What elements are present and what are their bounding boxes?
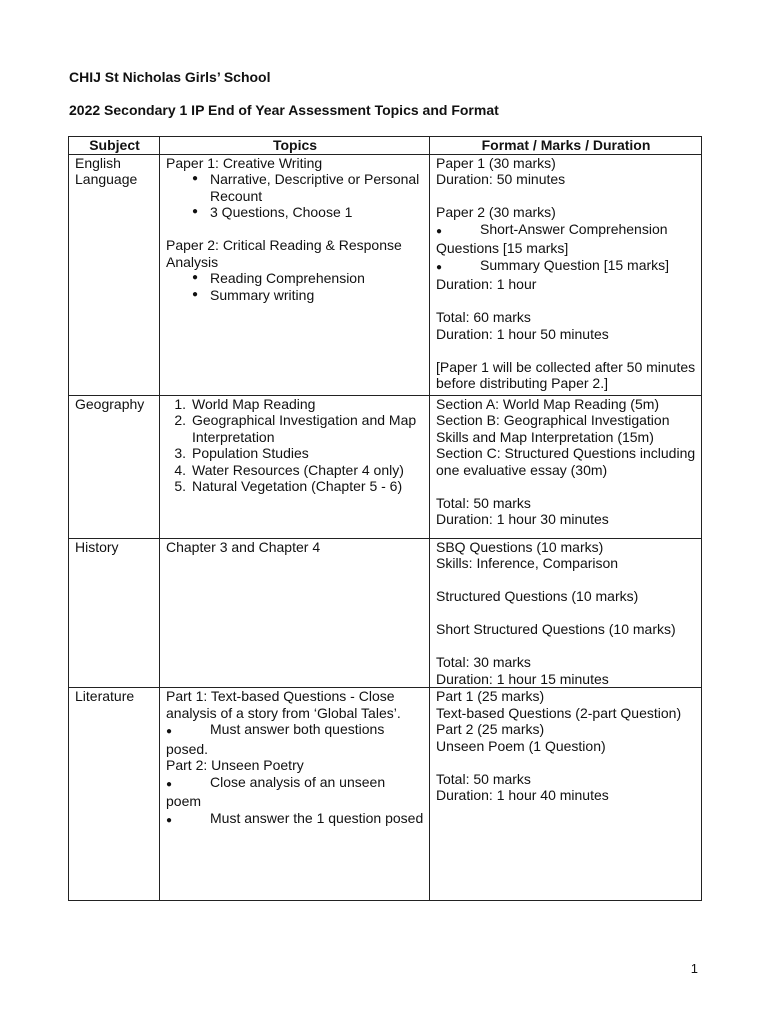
paper1-heading: Paper 1: Creative Writing [166,154,323,171]
format-part2-detail: Unseen Poem (1 Question) [436,737,606,754]
literature-bullet1-text: Must answer both questions [210,721,385,737]
format-skills: Skills: Inference, Comparison [436,555,619,571]
topics-cell [160,395,430,538]
format-paper2-bullet1-text: Short-Answer Comprehension Questions [15 marks] [436,220,668,256]
format-total: Total: 50 marks [436,770,531,787]
format-duration: Duration: 1 hour 30 minutes [436,511,609,527]
table-row-history [69,538,702,688]
format-cell [430,395,702,538]
list-item-text: Natural Vegetation (Chapter 5 - 6) [192,478,403,494]
format-total-duration: Duration: 1 hour 50 minutes [436,325,609,342]
list-item-number: 5. [174,478,186,494]
format-section-c-line1: Section C: Structured Questions including [436,445,696,461]
subject-cell [69,395,160,538]
format-duration: Duration: 1 hour 15 minutes [436,670,609,687]
subject-geography: Geography [75,395,145,412]
subject-literature: Literature [75,688,135,704]
list-item-text: World Map Reading [192,395,316,412]
format-cell [430,538,702,688]
list-item [174,445,424,462]
format-cell [430,688,702,901]
list-item [174,478,424,495]
format-short-structured: Short Structured Questions (10 marks) [436,621,676,637]
school-name: CHIJ St Nicholas Girls’ School [69,69,271,85]
subject-english-line2: Language [75,171,138,187]
format-paper2: Paper 2 (30 marks) [436,204,556,220]
list-item [174,395,424,413]
format-cell [430,154,702,395]
format-section-b-line1: Section B: Geographical Investigation [436,412,670,428]
literature-bullet3: ● Must answer the 1 question posed [166,809,424,826]
paper1-bullets [166,171,424,221]
format-total: Total: 60 marks [436,309,531,325]
header-subject: Subject [69,137,160,155]
list-item-number: 1. [174,395,186,412]
literature-bullet1-line2: posed. [166,740,209,757]
subject-cell [69,154,160,395]
format-section-b-line2: Skills and Map Interpretation (15m) [436,428,654,445]
header-row [69,137,702,155]
header-topics: Topics [160,137,430,155]
format-part2: Part 2 (25 marks) [436,721,545,737]
format-section-c-line2: one evaluative essay (30m) [436,461,608,478]
assessment-table [68,136,702,901]
literature-part2: Part 2: Unseen Poetry [166,757,304,773]
list-item-text: Water Resources (Chapter 4 only) [192,461,404,478]
paper2-bullets [166,270,424,303]
literature-bullet1: ● Must answer both questions [166,721,385,737]
table-row-english [69,154,702,395]
list-item: ● Summary writing [192,287,424,304]
literature-part1-line1: Part 1: Text-based Questions - Close [166,688,395,704]
format-paper2-bullet2-text: Summary Question [15 marks] [480,256,670,273]
format-duration: Duration: 1 hour 40 minutes [436,787,609,803]
format-sbq: SBQ Questions (10 marks) [436,538,604,555]
list-item: ● 3 Questions, Choose 1 [192,204,424,221]
table-row-literature [69,688,702,901]
literature-bullet2-text: Close analysis of an unseen poem [166,773,386,809]
document-title: 2022 Secondary 1 IP End of Year Assessment Topics and Format [69,102,499,118]
format-paper2-duration: Duration: 1 hour [436,276,537,292]
format-total: Total: 50 marks [436,494,531,511]
list-item-number: 2. [174,412,186,428]
subject-cell [69,538,160,688]
header-format: Format / Marks / Duration [430,137,702,155]
paper2-heading: Paper 2: Critical Reading & Response Analysis [166,237,402,270]
list-item: ● Reading Comprehension [192,270,424,287]
literature-part1-line2: analysis of a story from ‘Global Tales’. [166,704,401,721]
literature-bullet3-text: Must answer the 1 question posed [210,809,424,826]
format-paper2-bullet1: ● Short-Answer Comprehension Questions [15 marks] [436,220,668,256]
format-total: Total: 30 marks [436,654,531,670]
list-item [174,412,424,445]
subject-history: History [75,538,119,555]
page-number: 1 [690,961,698,976]
list-item [174,461,424,479]
topics-cell [160,154,430,395]
topics-cell [160,688,430,901]
format-paper1-duration: Duration: 50 minutes [436,171,566,187]
table-row-geography [69,395,702,538]
format-structured: Structured Questions (10 marks) [436,588,639,604]
format-paper2-bullet2: ● Summary Question [15 marks] [436,256,670,273]
subject-cell [69,688,160,901]
subject-english-line1: English [75,154,121,171]
format-note: [Paper 1 will be collected after 50 minutes before distributing Paper 2.] [436,358,696,391]
format-paper1: Paper 1 (30 marks) [436,154,556,171]
literature-bullet2: ● Close analysis of an unseen poem [166,773,386,809]
format-part1-detail: Text-based Questions (2-part Question) [436,704,682,721]
format-part1: Part 1 (25 marks) [436,688,545,704]
list-item-number: 4. [174,461,186,478]
history-topics: Chapter 3 and Chapter 4 [166,538,321,555]
list-item-text: Geographical Investigation and Map Interpretation [192,412,417,445]
geography-topics-list [166,396,424,495]
format-section-a: Section A: World Map Reading (5m) [436,395,660,412]
list-item-text: Population Studies [192,445,309,461]
topics-cell [160,538,430,688]
list-item-number: 3. [174,445,186,461]
list-item: ● Narrative, Descriptive or Personal Recount [192,171,424,204]
